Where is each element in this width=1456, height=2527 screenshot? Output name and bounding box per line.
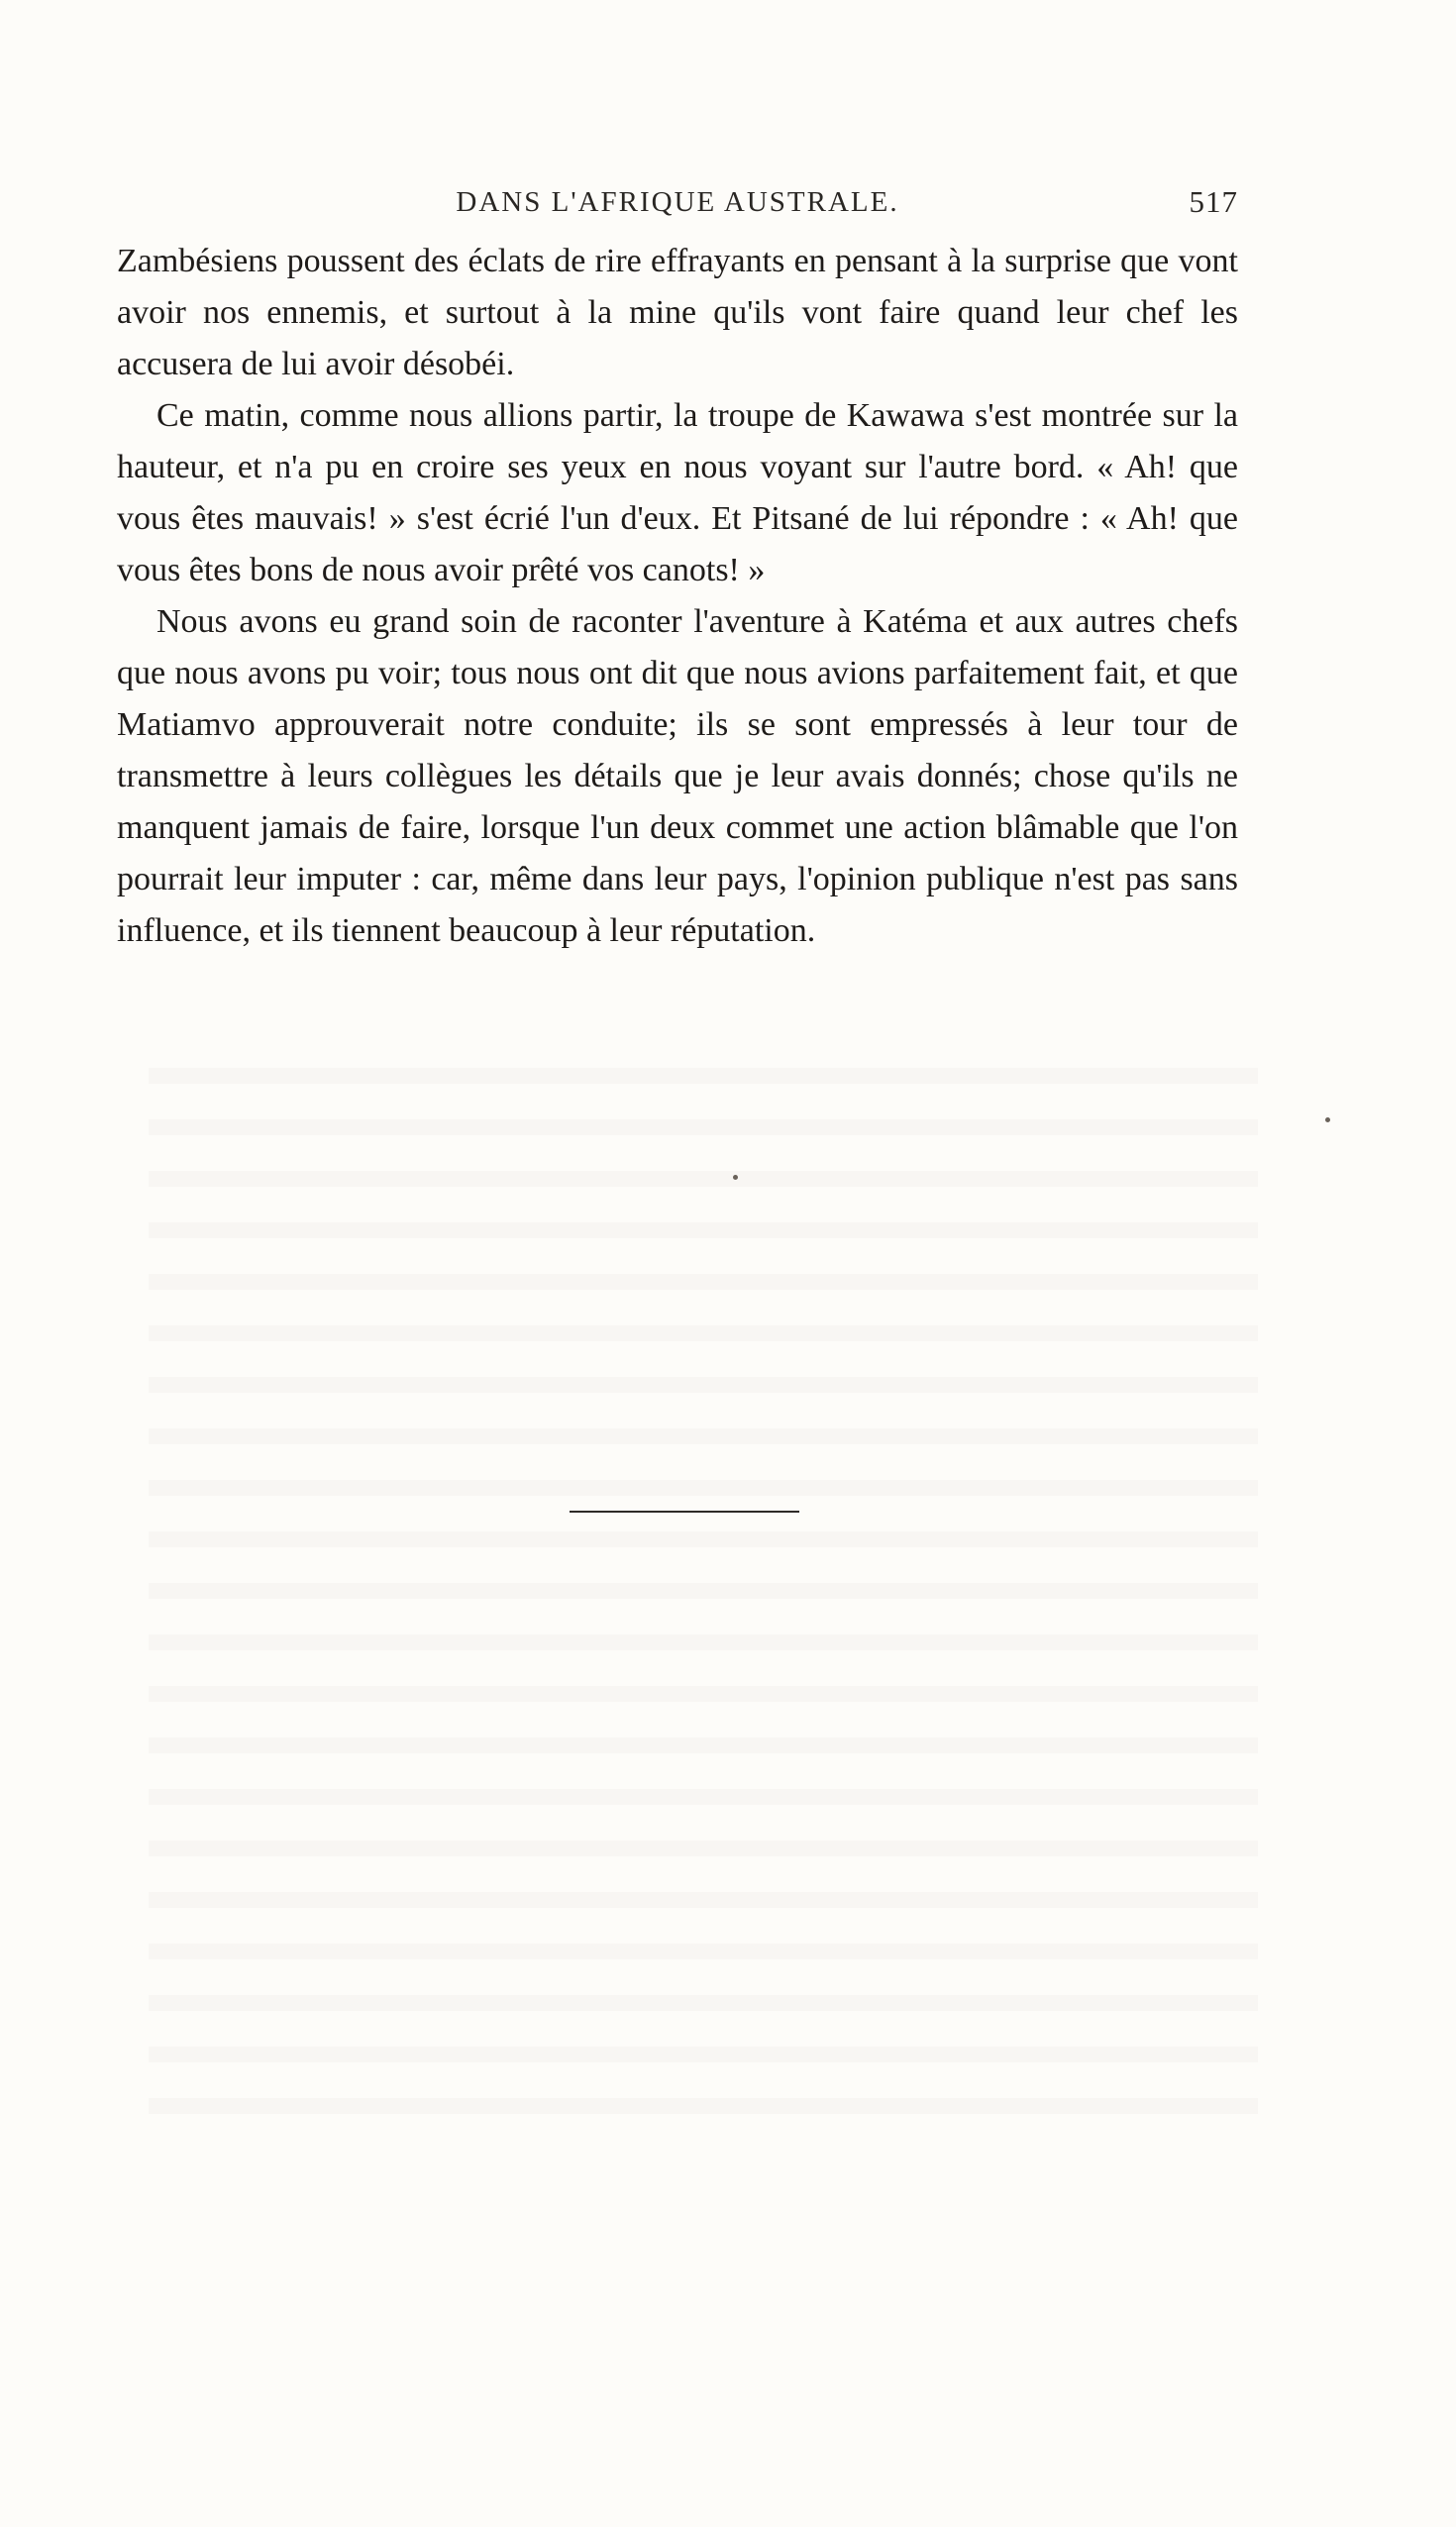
paragraph: Nous avons eu grand soin de raconter l'aventure à Katéma et aux autres chefs que nous avons pu voir; tous nous ont dit que nous avions parfaitement fait, et que Matiamvo approuverait notre conduite; ils se sont empressés à leur tour de transmettre à leurs collègues les détails que je leur avais donnés; chose qu'ils ne manquent jamais de faire, lorsque l'un deux commet une action blâmable que l'on pourrait leur imputer : car, même dans leur pays, l'opinion publique n'est pas sans influence, et ils tiennent beaucoup à leur réputation.: [117, 603, 1238, 949]
paper-speck: [733, 1175, 738, 1180]
bleed-through-texture: [149, 1050, 1258, 2120]
page-number: 517: [1189, 184, 1238, 219]
paragraph-continued: Zambésiens poussent des éclats de rire effrayants en pensant à la surprise que vont avoir nos ennemis, et surtout à la mine qu'ils vont faire quand leur chef les accusera de lui avoir désobéi.: [117, 243, 1238, 382]
paragraph: Ce matin, comme nous allions partir, la troupe de Kawawa s'est montrée sur la hauteur, et n'a pu en croire ses yeux en nous voyant sur l'autre bord. « Ah! que vous êtes mauvais! » s'est écrié l'un d'eux. Et Pitsané de lui répondre : « Ah! que vous êtes bons de nous avoir prêté vos canots! »: [117, 397, 1238, 588]
page-header: [117, 184, 1238, 224]
running-head: DANS L'AFRIQUE AUSTRALE.: [456, 186, 899, 218]
body-text: [117, 236, 1238, 957]
end-of-chapter-rule: [570, 1511, 799, 1513]
paper-speck: [1325, 1117, 1330, 1122]
